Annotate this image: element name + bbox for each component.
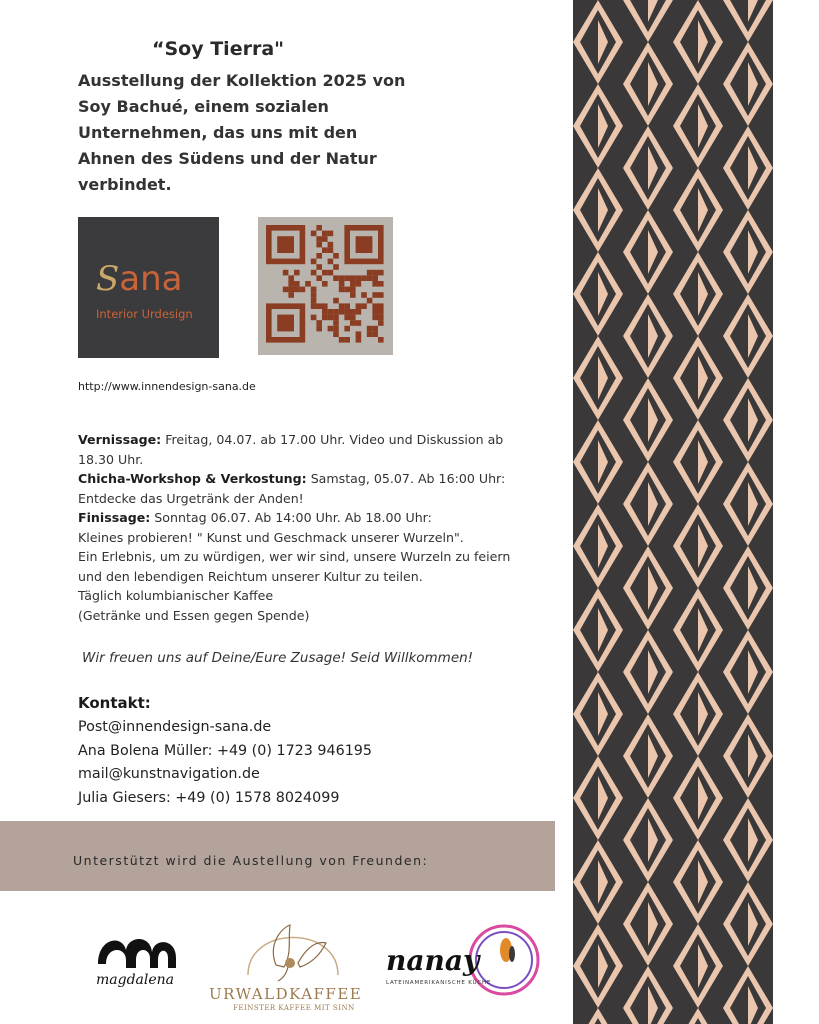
sana-logo-initial: S — [96, 259, 120, 299]
sana-logo-rest: ana — [119, 259, 183, 299]
nanay-logo-tagline: LATEINAMERIKANISCHE KÜCHE — [386, 980, 492, 986]
contact-email-sana[interactable]: Post@innendesign-sana.de — [78, 719, 272, 735]
qr-code[interactable] — [258, 217, 393, 355]
intro-text: Ausstellung der Kollektion 2025 von Soy Bachué, einem sozialen Unternehmen, das uns mit den Ahnen des Südens und der Natur verbindet. — [78, 71, 406, 194]
workshop-text: Samstag, 05.07. Ab 16:00 Uhr: Entdecke das Urgetränk der Anden! — [78, 471, 506, 506]
contact-person-giesers: Julia Giesers: +49 (0) 1578 8024099 — [78, 789, 340, 806]
finissage-label: Finissage: — [78, 510, 151, 525]
urwaldkaffee-logo-tagline: FEINSTER KAFFEE MIT SINN — [233, 1004, 355, 1012]
welcome-text: Wir freuen uns auf Deine/Eure Zusage! Seid Willkommen! — [82, 650, 474, 666]
contact-email-kunstnavigation[interactable]: mail@kunstnavigation.de — [78, 766, 260, 782]
workshop-line — [78, 469, 518, 508]
geometric-pattern-strip — [573, 0, 773, 1024]
website-link[interactable]: http://www.innendesign-sana.de — [78, 380, 256, 393]
vernissage-text: Freitag, 04.07. ab 17.00 Uhr. Video und Diskussion ab 18.30 Uhr. — [78, 432, 504, 467]
probieren-line: Kleines probieren! " Kunst und Geschmack unserer Wurzeln". — [78, 529, 464, 545]
kaffee-line: Täglich kolumbianischer Kaffee — [78, 588, 274, 603]
finissage-line — [78, 508, 518, 528]
magdalena-logo-text: magdalena — [96, 972, 175, 988]
workshop-label: Chicha-Workshop & Verkostung: — [78, 471, 307, 486]
contact-list — [78, 716, 372, 810]
sana-logo-subtitle: Interior Urdesign — [96, 307, 193, 321]
nanay-logo-wordmark: nanay — [386, 944, 480, 977]
sana-logo — [78, 217, 219, 358]
spende-line: (Getränke und Essen gegen Spende) — [78, 607, 310, 623]
urwaldkaffee-logo-title: URWALDKAFFEE — [209, 985, 363, 1003]
poster-title: “Soy Tierra" — [152, 38, 285, 60]
finissage-text: Sonntag 06.07. Ab 14:00 Uhr. Ab 18.00 Uhr: — [150, 510, 432, 525]
erlebnis-line: Ein Erlebnis, um zu würdigen, wer wir sind, unsere Wurzeln zu feiern und den lebendigen Reichtum unserer Kultur zu teilen. — [78, 549, 511, 584]
contact-heading: Kontakt: — [78, 694, 151, 712]
sponsor-band — [0, 821, 555, 891]
vernissage-line — [78, 430, 518, 469]
contact-person-mueller: Ana Bolena Müller: +49 (0) 1723 946195 — [78, 742, 372, 759]
sana-logo-wordmark — [96, 259, 183, 299]
vernissage-label: Vernissage: — [78, 432, 162, 447]
events-section — [78, 430, 518, 625]
sponsor-band-text: Unterstützt wird die Austellung von Freunden: — [73, 853, 429, 868]
